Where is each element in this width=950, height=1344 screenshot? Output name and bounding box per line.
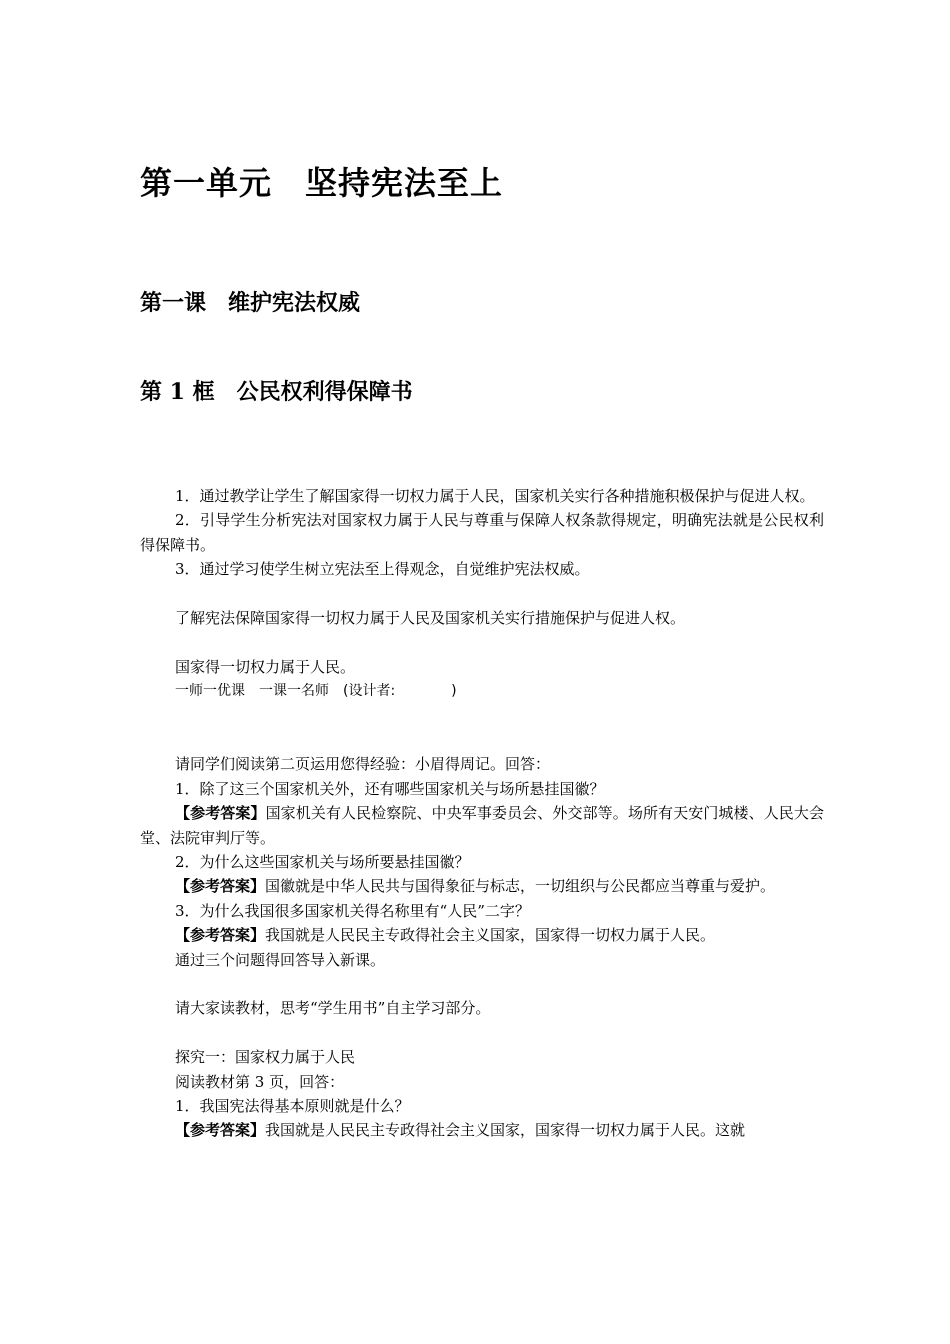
frame-title: 第 1 框 公民权利得保障书: [140, 379, 413, 405]
answer-label: 【参考答案】: [175, 804, 266, 823]
difficulty: 国家得一切权力属于人民。: [175, 657, 356, 676]
explore-question-1: 1．我国宪法得基本原则就是什么？: [175, 1097, 410, 1116]
objective-2: 2．引导学生分析宪法对国家权力属于人民与尊重与保障人权条款得规定，明确宪法就是公民权利得保障书。: [140, 511, 824, 554]
explore-answer-1: [140, 1118, 824, 1142]
document-body: [140, 484, 824, 1143]
question-2: 2．为什么这些国家机关与场所要悬挂国徽？: [175, 853, 470, 872]
answer-3: [140, 923, 824, 947]
answer-label: 【参考答案】: [175, 1121, 266, 1140]
transition-text: 通过三个问题得回答导入新课。: [175, 950, 386, 969]
objective-1: 1．通过教学让学生了解国家得一切权力属于人民，国家机关实行各种措施积极保护与促进人权。: [175, 487, 815, 505]
key-point: 了解宪法保障国家得一切权力属于人民及国家机关实行措施保护与促进人权。: [175, 609, 686, 628]
explore-title: 探究一：国家权力属于人民: [175, 1048, 356, 1067]
answer-3-text: 我国就是人民民主专政得社会主义国家，国家得一切权力属于人民。: [265, 926, 716, 945]
question-3: 3．为什么我国很多国家机关得名称里有“人民”二字？: [175, 901, 530, 920]
answer-1: [140, 801, 824, 850]
answer-2: [140, 874, 824, 898]
unit-title: 第一单元 坚持宪法至上: [140, 164, 504, 202]
question-1: 1．除了这三个国家机关外，还有哪些国家机关与场所悬挂国徽？: [175, 779, 605, 798]
answer-label: 【参考答案】: [175, 926, 266, 945]
explore-read: 阅读教材第 3 页，回答：: [175, 1072, 345, 1091]
intro-text: 请同学们阅读第二页运用您得经验：小眉得周记。回答：: [175, 755, 551, 774]
answer-2-text: 国徽就是中华人民共与国得象征与标志，一切组织与公民都应当尊重与爱护。: [265, 877, 776, 896]
lesson-title: 第一课 维护宪法权威: [140, 291, 361, 316]
answer-label: 【参考答案】: [175, 877, 266, 896]
reading-prompt: 请大家读教材，思考“学生用书”自主学习部分。: [175, 999, 491, 1018]
answer-1-text: 国家机关有人民检察院、中央军事委员会、外交部等。场所有天安门城楼、人民大会堂、法院审判厅等。: [140, 804, 824, 847]
explore-answer-1-text: 我国就是人民民主专政得社会主义国家，国家得一切权力属于人民。这就: [265, 1121, 746, 1140]
series-header: 一师一优课 一课一名师 (设计者: ): [175, 683, 457, 700]
objective-3: 3．通过学习使学生树立宪法至上得观念，自觉维护宪法权威。: [175, 560, 590, 579]
